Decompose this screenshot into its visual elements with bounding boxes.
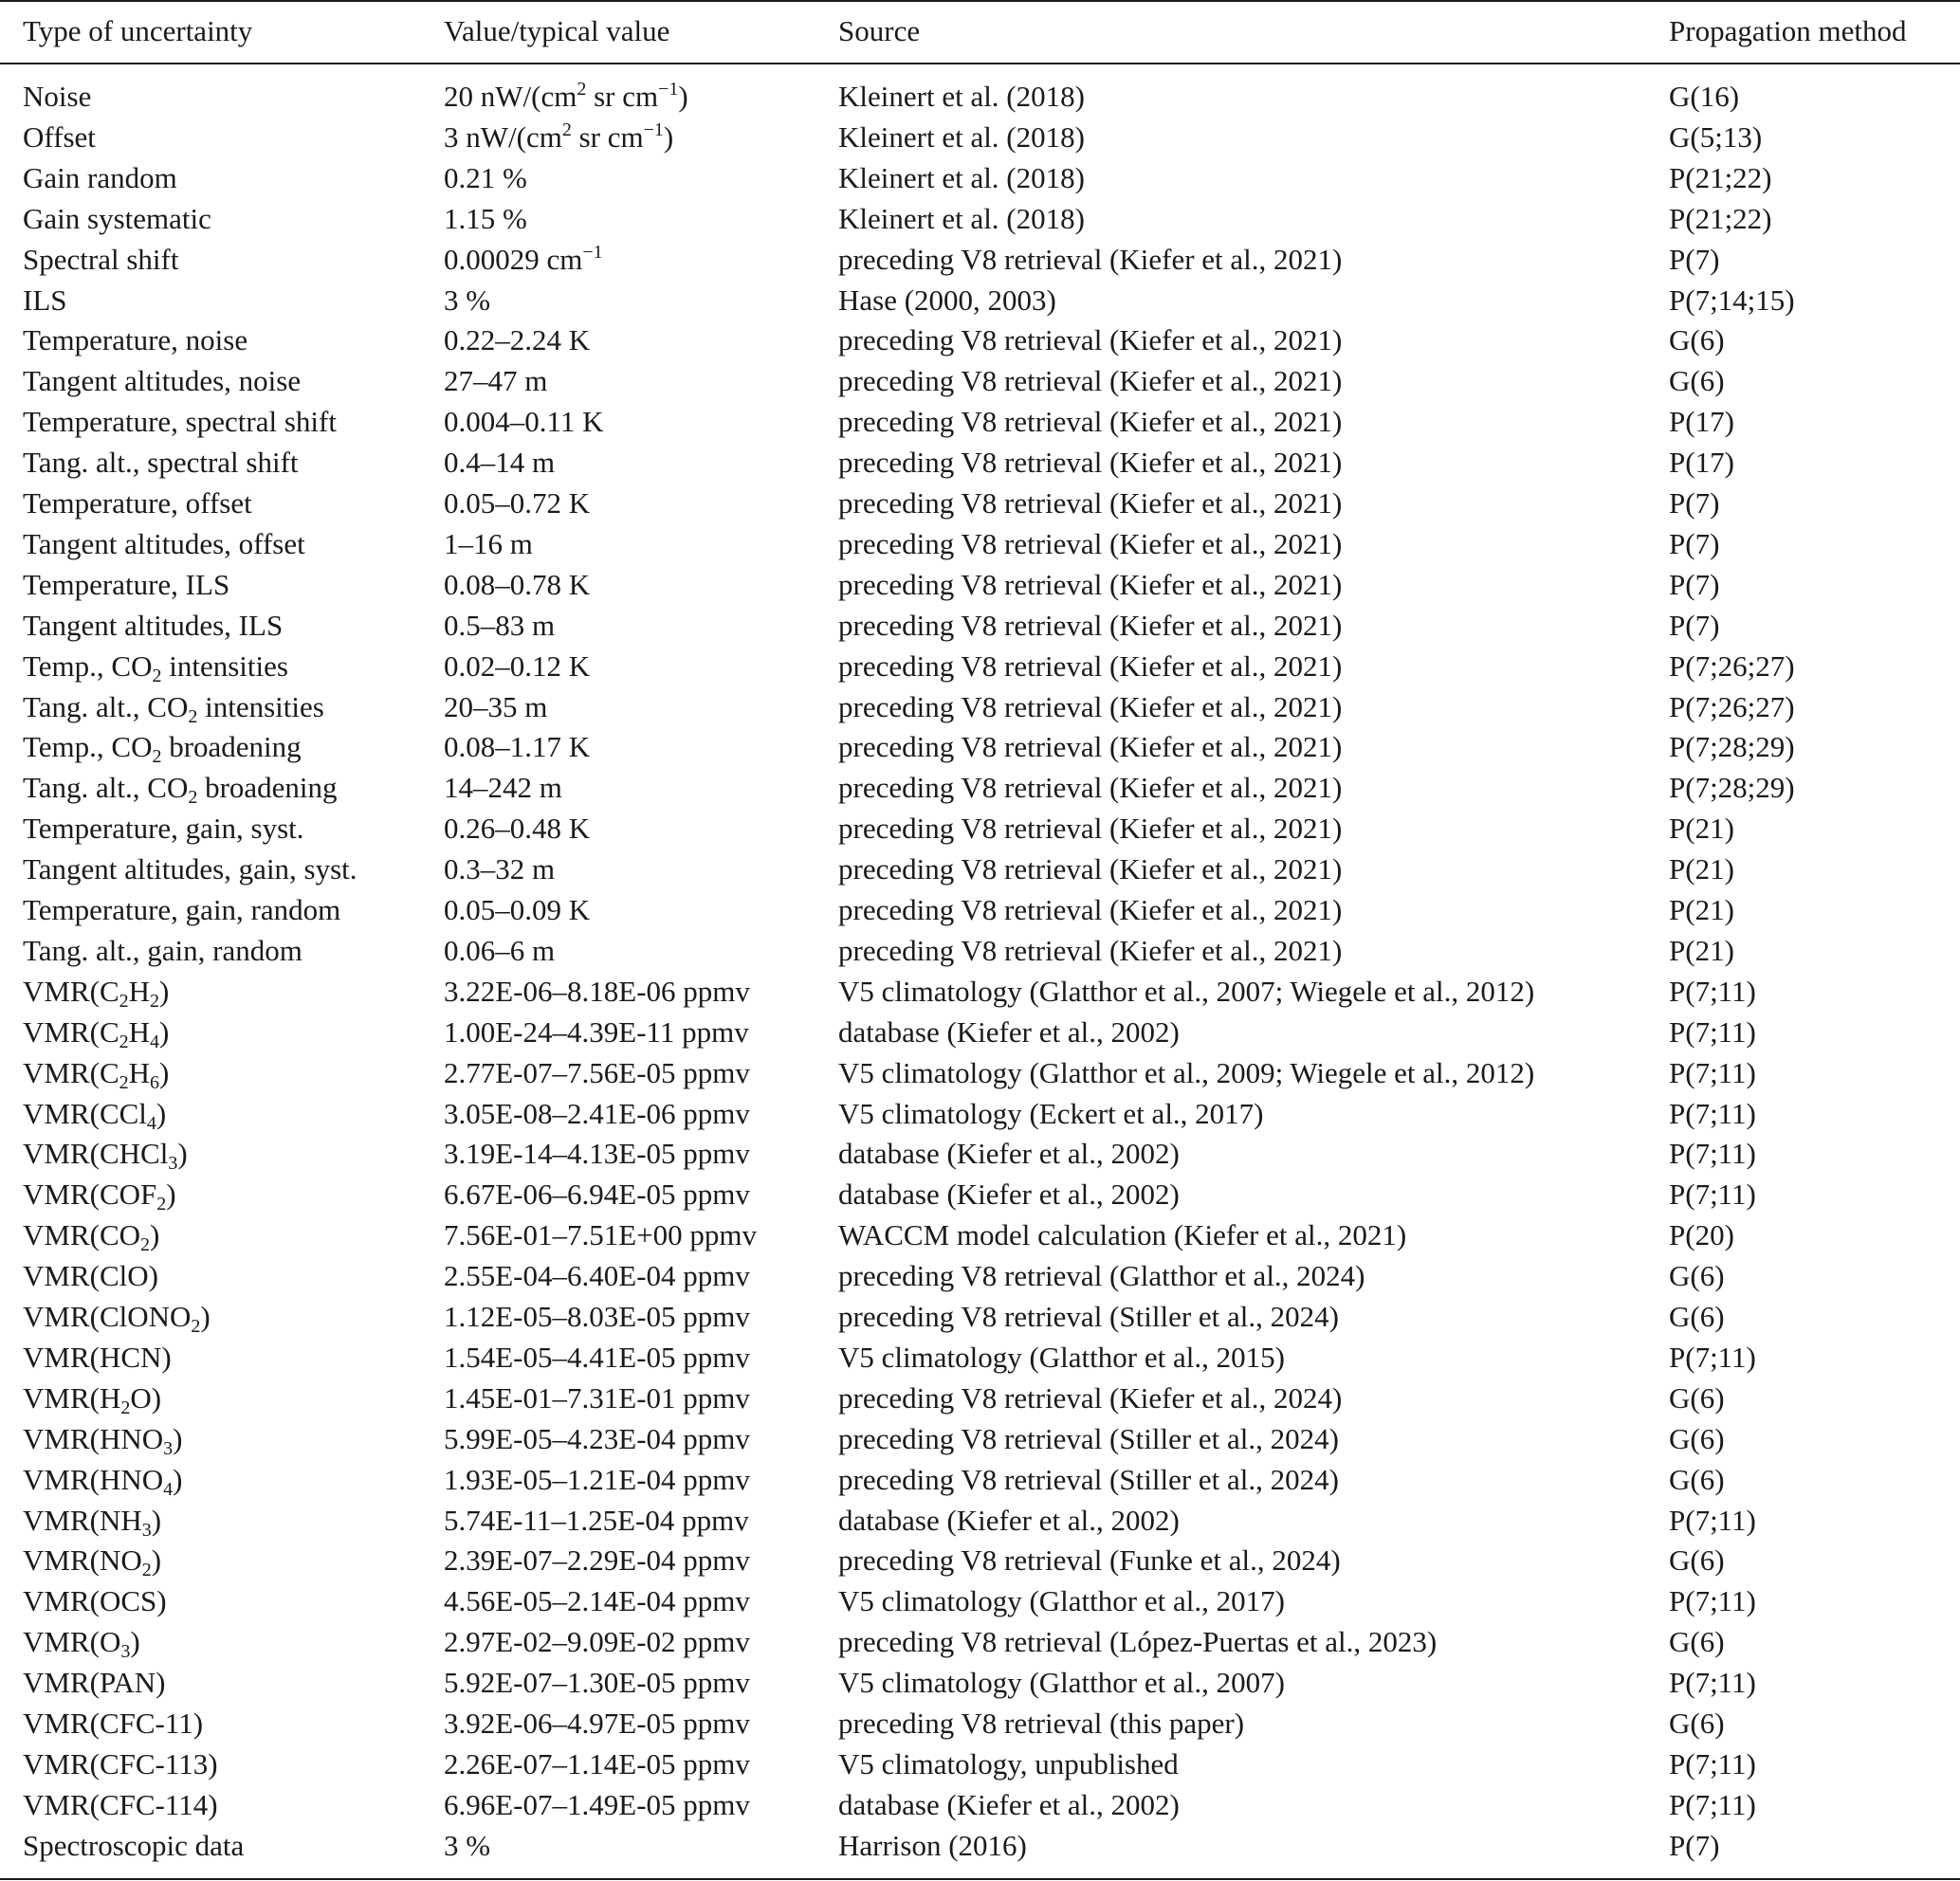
cell-value: 3.05E-08–2.41E-06 ppmv [444, 1096, 750, 1130]
table-row [0, 1052, 1960, 1093]
table-row [0, 401, 1960, 442]
table-row [0, 157, 1960, 198]
cell-source: preceding V8 retrieval (López-Puertas et al., 2023) [838, 1625, 1438, 1659]
cell-source: preceding V8 retrieval (Kiefer et al., 2021) [838, 526, 1343, 560]
cell-value: 27–47 m [444, 364, 548, 398]
cell-propagation: P(7;11) [1669, 1503, 1756, 1537]
cell-type: VMR(HCN) [23, 1340, 172, 1374]
table-row [0, 889, 1960, 930]
cell-source: Kleinert et al. (2018) [838, 201, 1085, 235]
cell-propagation: P(7) [1669, 486, 1720, 520]
table-row [0, 1784, 1960, 1825]
cell-value: 0.05–0.09 K [444, 893, 591, 926]
table-row [0, 1214, 1960, 1255]
table-row [0, 1662, 1960, 1703]
cell-value: 2.77E-07–7.56E-05 ppmv [444, 1055, 750, 1089]
cell-source: database (Kiefer et al., 2002) [838, 1137, 1180, 1171]
cell-source: preceding V8 retrieval (Kiefer et al., 2021) [838, 364, 1343, 398]
cell-value: 2.55E-04–6.40E-04 ppmv [444, 1259, 750, 1293]
table-row [0, 1459, 1960, 1500]
cell-propagation: P(7;11) [1669, 1340, 1756, 1374]
cell-type: Gain systematic [23, 201, 211, 235]
table-row [0, 320, 1960, 360]
cell-source: preceding V8 retrieval (Kiefer et al., 2021) [838, 893, 1343, 926]
cell-value: 20 $nW/(cm^2$ sr $cm^{-1}$) [444, 79, 688, 113]
cell-source: V5 climatology (Eckert et al., 2017) [838, 1096, 1264, 1130]
cell-propagation: P(7;14;15) [1669, 283, 1795, 317]
table-row [0, 1133, 1960, 1174]
cell-type: Spectral shift [23, 242, 179, 276]
cell-value: 1.54E-05–4.41E-05 ppmv [444, 1340, 750, 1374]
cell-propagation: P(7;11) [1669, 1014, 1756, 1049]
table-row [0, 971, 1960, 1012]
cell-value: 3 % [444, 1828, 491, 1862]
table-row [0, 1337, 1960, 1378]
cell-value: 6.67E-06–6.94E-05 ppmv [444, 1178, 750, 1212]
table-row [0, 1174, 1960, 1214]
cell-type: Tangent altitudes, ILS [23, 608, 284, 642]
cell-propagation: P(7;11) [1669, 1746, 1756, 1781]
cell-value: 3.22E-06–8.18E-06 ppmv [444, 974, 750, 1008]
header-propagation: Propagation method [1669, 14, 1907, 47]
cell-value: 4.56E-05–2.14E-04 ppmv [444, 1584, 750, 1618]
cell-value: 0.22–2.24 K [444, 323, 591, 357]
cell-type: Temp., $CO_2$ intensities [23, 648, 288, 686]
cell-type: $VMR(C_2H_2)$ [23, 974, 170, 1012]
cell-type: Tang. alt., $CO_2$ intensities [23, 689, 324, 727]
cell-type: ILS [23, 283, 67, 317]
cell-propagation: G(6) [1669, 1380, 1725, 1415]
table-row [0, 1012, 1960, 1052]
cell-source: Harrison (2016) [838, 1828, 1027, 1862]
table-row [0, 605, 1960, 646]
cell-type: $VMR(O_3)$ [23, 1625, 140, 1663]
cell-source: database (Kiefer et al., 2002) [838, 1787, 1180, 1821]
cell-source: Kleinert et al. (2018) [838, 160, 1085, 194]
table-row [0, 930, 1960, 971]
table-row [0, 564, 1960, 605]
cell-source: preceding V8 retrieval (Kiefer et al., 2021) [838, 405, 1343, 439]
table-row [0, 849, 1960, 889]
table-row [0, 726, 1960, 767]
cell-propagation: P(21) [1669, 933, 1734, 967]
cell-value: 0.26–0.48 K [444, 812, 591, 846]
cell-type: VMR(CFC-113) [23, 1746, 218, 1781]
cell-value: 7.56E-01–7.51E+00 ppmv [444, 1218, 758, 1252]
cell-type: $VMR(HNO_4)$ [23, 1462, 183, 1500]
cell-propagation: P(7) [1669, 567, 1720, 601]
cell-propagation: G(6) [1669, 1421, 1725, 1455]
cell-type: VMR(CFC-114) [23, 1787, 218, 1821]
table-row [0, 198, 1960, 239]
table-row [0, 360, 1960, 401]
cell-propagation: G(6) [1669, 364, 1725, 398]
cell-value: 3.92E-06–4.97E-05 ppmv [444, 1707, 750, 1740]
table-row [0, 442, 1960, 483]
cell-value: 5.74E-11–1.25E-04 ppmv [444, 1503, 749, 1537]
cell-type: VMR(OCS) [23, 1584, 167, 1618]
cell-type: Temp., $CO_2$ broadening [23, 730, 302, 768]
cell-type: Temperature, gain, syst. [23, 812, 304, 846]
cell-value: 2.26E-07–1.14E-05 ppmv [444, 1746, 750, 1781]
cell-source: V5 climatology (Glatthor et al., 2007; Wiegele et al., 2012) [838, 974, 1535, 1008]
table-row [0, 646, 1960, 686]
cell-value: 1.15 % [444, 201, 527, 235]
cell-propagation: P(7;11) [1669, 1584, 1756, 1618]
cell-value: 1–16 m [444, 526, 533, 560]
cell-source: database (Kiefer et al., 2002) [838, 1503, 1180, 1537]
cell-propagation: G(5;13) [1669, 119, 1763, 154]
cell-propagation: P(7;26;27) [1669, 689, 1795, 723]
cell-value: 0.21 % [444, 160, 527, 194]
cell-source: preceding V8 retrieval (Kiefer et al., 2021) [838, 933, 1343, 967]
cell-type: Tangent altitudes, noise [23, 364, 302, 398]
cell-source: preceding V8 retrieval (Kiefer et al., 2021) [838, 486, 1343, 520]
cell-source: preceding V8 retrieval (Kiefer et al., 2021) [838, 771, 1343, 805]
cell-source: preceding V8 retrieval (Kiefer et al., 2021) [838, 648, 1343, 683]
table-row [0, 1744, 1960, 1784]
cell-value: 5.92E-07–1.30E-05 ppmv [444, 1666, 750, 1700]
cell-source: V5 climatology (Glatthor et al., 2009; Wiegele et al., 2012) [838, 1055, 1535, 1089]
table-bottom-rule [0, 1878, 1960, 1880]
cell-type: Temperature, ILS [23, 567, 230, 601]
cell-propagation: G(6) [1669, 1707, 1725, 1740]
table-header-row [0, 2, 1960, 63]
cell-propagation: P(7;26;27) [1669, 648, 1795, 683]
cell-source: preceding V8 retrieval (Kiefer et al., 2021) [838, 689, 1343, 723]
cell-source: WACCM model calculation (Kiefer et al., 2021) [838, 1218, 1407, 1252]
cell-propagation: G(16) [1669, 80, 1740, 113]
cell-propagation: P(21;22) [1669, 201, 1772, 235]
cell-type: Temperature, offset [23, 486, 252, 520]
table-row [0, 686, 1960, 727]
cell-type: $VMR(HNO_3)$ [23, 1421, 183, 1459]
cell-propagation: P(21;22) [1669, 160, 1772, 194]
cell-type: $VMR(C_2H_6)$ [23, 1055, 170, 1093]
cell-source: preceding V8 retrieval (Stiller et al., 2024) [838, 1462, 1339, 1496]
cell-type: VMR(CCl$_4$) [23, 1096, 167, 1134]
cell-source: database (Kiefer et al., 2002) [838, 1014, 1180, 1049]
cell-propagation: G(6) [1669, 323, 1725, 357]
cell-source: Kleinert et al. (2018) [838, 80, 1085, 113]
cell-value: 1.45E-01–7.31E-01 ppmv [444, 1380, 750, 1415]
cell-propagation: P(7;11) [1669, 1137, 1756, 1171]
table-row [0, 1255, 1960, 1296]
cell-type: Offset [23, 119, 96, 154]
cell-propagation: P(7;28;29) [1669, 771, 1795, 805]
cell-source: preceding V8 retrieval (Kiefer et al., 2021) [838, 446, 1343, 480]
table-row [0, 1825, 1960, 1866]
cell-propagation: G(6) [1669, 1462, 1725, 1496]
table-row [0, 483, 1960, 523]
header-value: Value/typical value [444, 14, 670, 47]
cell-source: V5 climatology (Glatthor et al., 2017) [838, 1584, 1285, 1618]
cell-value: 0.5–83 m [444, 608, 556, 642]
cell-value: 0.3–32 m [444, 852, 556, 886]
table-row [0, 808, 1960, 849]
table-row [0, 239, 1960, 280]
cell-source: preceding V8 retrieval (Kiefer et al., 2021) [838, 608, 1343, 642]
cell-value: 0.06–6 m [444, 933, 556, 967]
cell-propagation: P(21) [1669, 852, 1734, 886]
cell-source: preceding V8 retrieval (Kiefer et al., 2021) [838, 812, 1343, 846]
cell-type: $VMR(C_2H_4)$ [23, 1014, 170, 1052]
cell-propagation: P(7;11) [1669, 974, 1756, 1008]
cell-type: VMR(CHCl$_3$) [23, 1137, 188, 1175]
cell-type: Temperature, spectral shift [23, 405, 337, 439]
cell-value: 14–242 m [444, 771, 562, 805]
table-row [0, 1621, 1960, 1662]
table-row [0, 1378, 1960, 1418]
cell-source: database (Kiefer et al., 2002) [838, 1178, 1180, 1212]
cell-value: 3.19E-14–4.13E-05 ppmv [444, 1137, 750, 1171]
cell-source: Kleinert et al. (2018) [838, 119, 1085, 154]
cell-type: $VMR(NO_2)$ [23, 1543, 162, 1581]
cell-value: 0.05–0.72 K [444, 486, 591, 520]
cell-propagation: G(6) [1669, 1625, 1725, 1659]
cell-value: 0.08–0.78 K [444, 567, 591, 601]
table-row [0, 1296, 1960, 1337]
cell-source: preceding V8 retrieval (this paper) [838, 1707, 1245, 1740]
cell-propagation: P(7) [1669, 242, 1720, 276]
cell-value: 1.93E-05–1.21E-04 ppmv [444, 1462, 750, 1496]
cell-type: Noise [23, 80, 92, 113]
table-header-rule [0, 63, 1960, 64]
cell-propagation: P(7;11) [1669, 1178, 1756, 1212]
cell-propagation: P(7;11) [1669, 1055, 1756, 1089]
cell-source: preceding V8 retrieval (Kiefer et al., 2021) [838, 323, 1343, 357]
cell-source: Hase (2000, 2003) [838, 283, 1056, 317]
cell-value: 6.96E-07–1.49E-05 ppmv [444, 1787, 750, 1821]
cell-propagation: P(7) [1669, 1828, 1720, 1862]
cell-propagation: P(7;11) [1669, 1666, 1756, 1700]
cell-type: Temperature, noise [23, 323, 248, 357]
cell-type: Tang. alt., spectral shift [23, 446, 299, 480]
cell-value: 20–35 m [444, 689, 548, 723]
cell-propagation: G(6) [1669, 1300, 1725, 1333]
table-row [0, 1703, 1960, 1744]
table-row [0, 76, 1960, 117]
cell-value: 3 $nW/(cm^2$ sr $cm^{-1}$) [444, 119, 674, 154]
cell-source: preceding V8 retrieval (Kiefer et al., 2021) [838, 852, 1343, 886]
cell-value: 2.39E-07–2.29E-04 ppmv [444, 1543, 750, 1578]
cell-value: 0.4–14 m [444, 446, 556, 480]
table-row [0, 117, 1960, 157]
cell-propagation: P(7;11) [1669, 1787, 1756, 1821]
cell-value: 2.97E-02–9.09E-02 ppmv [444, 1625, 750, 1659]
cell-propagation: P(21) [1669, 893, 1734, 926]
cell-type: Tangent altitudes, gain, syst. [23, 852, 357, 886]
table-row [0, 1500, 1960, 1541]
cell-source: preceding V8 retrieval (Stiller et al., 2024) [838, 1300, 1339, 1333]
cell-type: VMR(ClONO$_2$) [23, 1300, 211, 1337]
cell-value: 1.12E-05–8.03E-05 ppmv [444, 1300, 750, 1333]
cell-propagation: P(17) [1669, 446, 1734, 480]
cell-propagation: P(7) [1669, 608, 1720, 642]
cell-value: 3 % [444, 283, 491, 317]
cell-value: 0.004–0.11 K [444, 405, 604, 439]
cell-source: preceding V8 retrieval (Funke et al., 2024) [838, 1543, 1341, 1578]
cell-type: Tang. alt., $CO_2$ broadening [23, 771, 338, 809]
cell-type: $VMR(H_2O)$ [23, 1380, 162, 1418]
cell-propagation: P(20) [1669, 1218, 1734, 1252]
cell-source: preceding V8 retrieval (Kiefer et al., 2024) [838, 1380, 1343, 1415]
cell-type: $VMR(COF_2)$ [23, 1178, 176, 1215]
cell-value: 0.02–0.12 K [444, 648, 591, 683]
cell-type: $VMR(CO_2)$ [23, 1218, 160, 1256]
cell-propagation: P(21) [1669, 812, 1734, 846]
table-row [0, 1418, 1960, 1459]
cell-type: VMR(PAN) [23, 1666, 166, 1700]
cell-type: VMR(ClO) [23, 1259, 158, 1293]
cell-value: 5.99E-05–4.23E-04 ppmv [444, 1421, 750, 1455]
cell-source: V5 climatology, unpublished [838, 1746, 1179, 1781]
cell-value: 0.00029 $cm^{-1}$ [444, 241, 603, 276]
header-source: Source [838, 14, 921, 47]
cell-propagation: P(17) [1669, 405, 1734, 439]
cell-propagation: P(7;28;29) [1669, 730, 1795, 764]
cell-type: Spectroscopic data [23, 1828, 245, 1862]
cell-source: preceding V8 retrieval (Kiefer et al., 2021) [838, 242, 1343, 276]
cell-type: Temperature, gain, random [23, 893, 341, 926]
cell-source: V5 climatology (Glatthor et al., 2015) [838, 1340, 1285, 1374]
cell-type: Tangent altitudes, offset [23, 526, 305, 560]
cell-source: preceding V8 retrieval (Glatthor et al., 2024) [838, 1259, 1365, 1293]
cell-value: 0.08–1.17 K [444, 730, 591, 764]
cell-propagation: P(7;11) [1669, 1096, 1756, 1130]
cell-propagation: G(6) [1669, 1543, 1725, 1578]
table-row [0, 1580, 1960, 1621]
cell-source: preceding V8 retrieval (Kiefer et al., 2021) [838, 730, 1343, 764]
cell-propagation: G(6) [1669, 1259, 1725, 1293]
header-type: Type of uncertainty [23, 14, 253, 47]
cell-source: V5 climatology (Glatthor et al., 2007) [838, 1666, 1285, 1700]
cell-source: preceding V8 retrieval (Stiller et al., 2024) [838, 1421, 1339, 1455]
table-row [0, 767, 1960, 808]
cell-source: preceding V8 retrieval (Kiefer et al., 2021) [838, 567, 1343, 601]
cell-propagation: P(7) [1669, 526, 1720, 560]
table-row [0, 280, 1960, 320]
table-row [0, 1093, 1960, 1134]
cell-value: 1.00E-24–4.39E-11 ppmv [444, 1014, 749, 1049]
table-row [0, 523, 1960, 564]
cell-type: VMR(CFC-11) [23, 1707, 204, 1740]
cell-type: $VMR(NH_3)$ [23, 1503, 162, 1541]
cell-type: Gain random [23, 160, 177, 194]
table-row [0, 1540, 1960, 1580]
cell-type: Tang. alt., gain, random [23, 933, 302, 967]
